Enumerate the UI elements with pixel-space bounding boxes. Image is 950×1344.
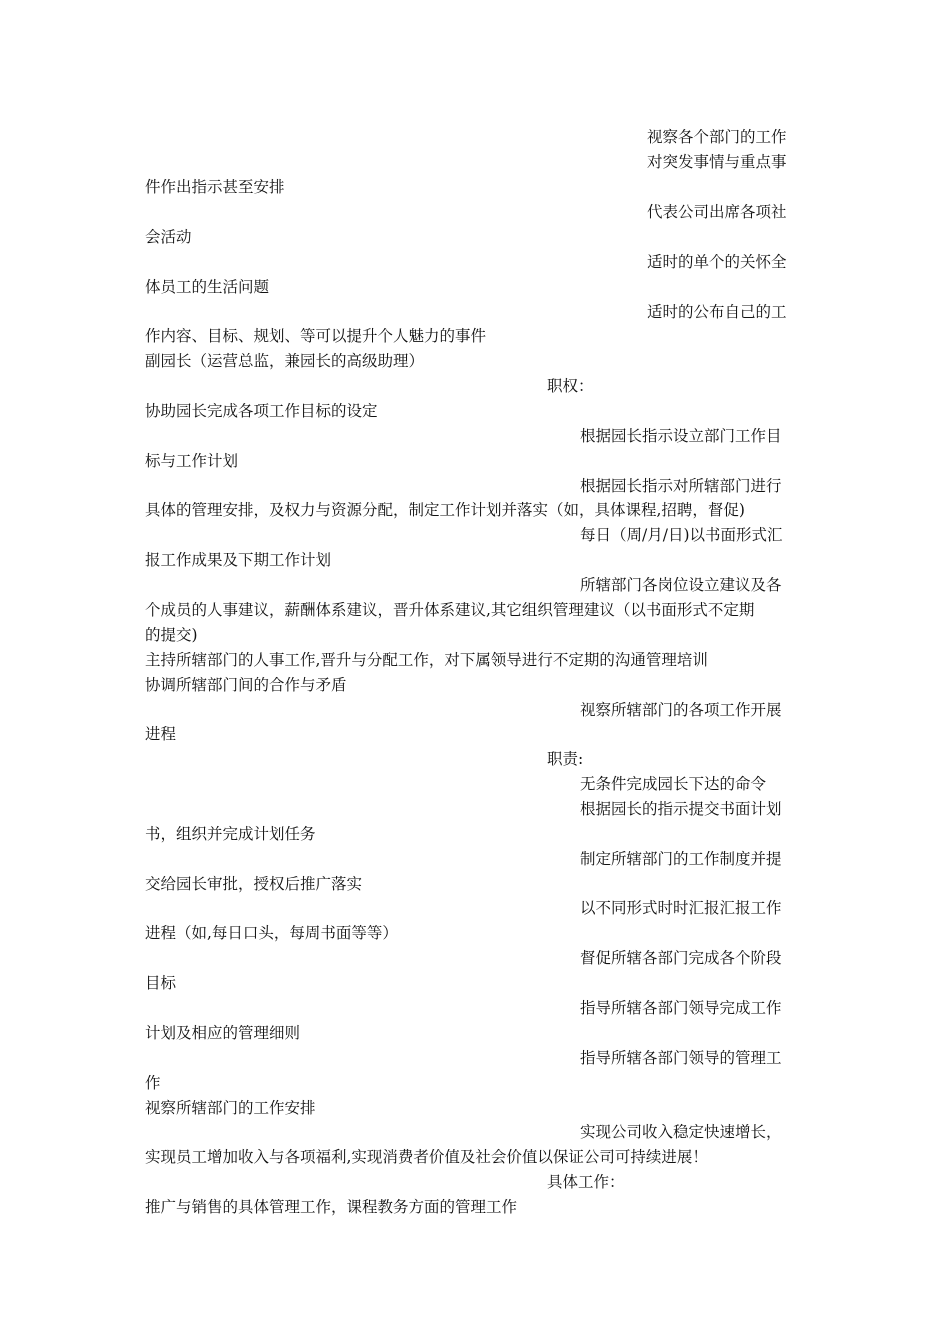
text-line: 实现员工增加收入与各项福利,实现消费者价值及社会价值以保证公司可持续进展！ [145, 1148, 708, 1166]
text-line: 具体的管理安排，及权力与资源分配，制定工作计划并落实（如，具体课程,招聘，督促) [145, 501, 745, 519]
text-line: 根据园长的指示提交书面计划 [580, 800, 782, 818]
subsection-heading: 具体工作： [547, 1173, 625, 1191]
text-line: 适时的公布自己的工 [647, 303, 787, 321]
text-line: 督促所辖各部门完成各个阶段 [580, 949, 782, 967]
text-line: 对突发事情与重点事 [647, 153, 787, 171]
text-line: 件作出指示甚至安排 [145, 178, 285, 196]
text-line: 代表公司出席各项社 [647, 203, 787, 221]
text-line: 协助园长完成各项工作目标的设定 [145, 402, 378, 420]
text-line: 报工作成果及下期工作计划 [145, 551, 332, 569]
text-line: 适时的单个的关怀全 [647, 253, 787, 271]
text-line: 进程 [145, 725, 177, 743]
subsection-heading: 职权： [547, 377, 594, 395]
text-line: 个成员的人事建议，薪酬体系建议，晋升体系建议,其它组织管理建议（以书面形式不定期 [145, 601, 755, 619]
text-line: 实现公司收入稳定快速增长， [580, 1123, 782, 1141]
text-line: 所辖部门各岗位设立建议及各 [580, 576, 782, 594]
subsection-heading: 职责: [547, 750, 584, 768]
text-line: 指导所辖各部门领导完成工作 [580, 999, 782, 1017]
text-line: 书，组织并完成计划任务 [145, 825, 316, 843]
text-line: 根据园长指示设立部门工作目 [580, 427, 782, 445]
text-line: 制定所辖部门的工作制度并提 [580, 850, 782, 868]
text-line: 体员工的生活问题 [145, 278, 270, 296]
text-line: 推广与销售的具体管理工作，课程教务方面的管理工作 [145, 1198, 518, 1216]
text-line: 每日（周/月/日)以书面形式汇 [580, 526, 783, 544]
text-line: 作内容、目标、规划、等可以提升个人魅力的事件 [145, 327, 487, 345]
text-line: 主持所辖部门的人事工作,晋升与分配工作，对下属领导进行不定期的沟通管理培训 [145, 651, 708, 669]
text-line: 以不同形式时时汇报汇报工作 [580, 899, 782, 917]
text-line: 计划及相应的管理细则 [145, 1024, 301, 1042]
text-line: 作 [145, 1074, 161, 1092]
text-line: 进程（如,每日口头，每周书面等等） [145, 924, 398, 942]
text-line: 无条件完成园长下达的命令 [580, 775, 767, 793]
text-line: 根据园长指示对所辖部门进行 [580, 477, 782, 495]
text-line: 视察所辖部门的工作安排 [145, 1099, 316, 1117]
text-line: 交给园长审批，授权后推广落实 [145, 875, 363, 893]
text-line: 标与工作计划 [145, 452, 239, 470]
section-heading: 副园长（运营总监，兼园长的高级助理） [145, 352, 425, 370]
text-line: 指导所辖各部门领导的管理工 [580, 1049, 782, 1067]
text-line: 会活动 [145, 228, 192, 246]
text-line: 视察所辖部门的各项工作开展 [580, 701, 782, 719]
text-line: 视察各个部门的工作 [647, 128, 787, 146]
text-line: 协调所辖部门间的合作与矛盾 [145, 676, 347, 694]
text-line: 的提交) [145, 626, 198, 644]
text-line: 目标 [145, 974, 177, 992]
